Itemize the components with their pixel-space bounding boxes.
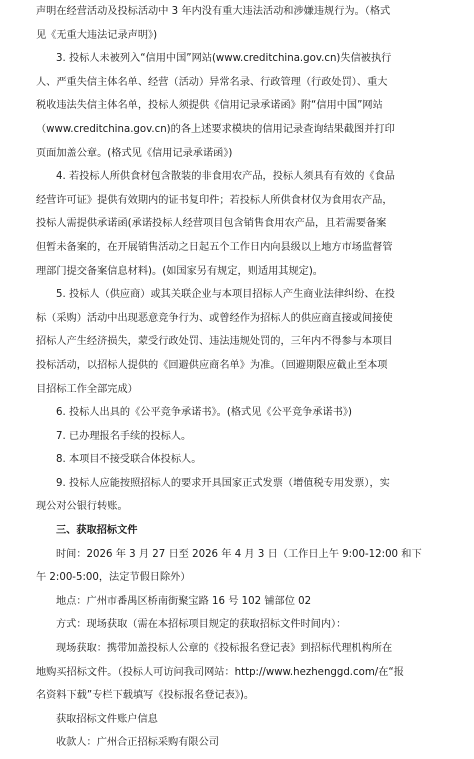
text-line: 人、严重失信主体名单、经营（活动）异常名录、行政管理（行政处罚）、重大 <box>36 76 388 88</box>
text-line: 8. 本项目不接受联合体投标人。 <box>56 454 202 466</box>
text-line: 税收违法失信主体名单，投标人须提供《信用记录承诺函》附“信用中国”网站 <box>36 100 383 112</box>
text-line: 3. 投标人未被列入“信用中国”网站(www.creditchina.gov.cn)失信被执行 <box>56 53 392 65</box>
text-line: 4. 若投标人所供食材包含散装的非食用农产品，投标人须具有有效的《食品 <box>56 171 395 183</box>
text-line: 投标活动，以招标人提供的《回避供应商名单》为准。（回避期限应截止至本项 <box>36 359 388 371</box>
text-line: 现公对公银行转账。 <box>36 501 128 513</box>
text-line: （www.creditchina.gov.cn)的各上述要求模块的信用记录查询结果截图并打印 <box>36 123 395 135</box>
text-line: 页面加盖公章。(格式见《信用记录承诺函》) <box>36 147 233 159</box>
text-line: 理部门提交备案信息材料)。(如国家另有规定，则适用其规定)。 <box>36 265 323 277</box>
text-line: 投标人需提供承诺函(承诺投标人经营项目包含销售食用农产品，且若需要备案 <box>36 218 387 230</box>
text-line: 方式：现场获取（需在本招标项目规定的获取招标文件时间内）： <box>56 619 347 631</box>
text-line: 名资料下载”专栏下载填写《投标报名登记表》)。 <box>36 690 255 702</box>
text-line: 目招标工作全部完成） <box>36 383 138 395</box>
text-line: 收款人：广州合正招标采购有限公司 <box>56 737 219 749</box>
text-line: 7. 已办理报名手续的投标人。 <box>56 430 192 442</box>
text-line: 见《无重大违法记录声明》) <box>36 29 158 41</box>
text-line: 但暂未备案的，在开展销售活动之日起五个工作日内向县级以上地方市场监督管 <box>36 241 393 253</box>
text-line: 声明在经营活动及投标活动中 3 年内没有重大违法活动和涉嫌违规行为。（格式 <box>36 6 391 17</box>
text-line: 5. 投标人（供应商）或其关联企业与本项目招标人产生商业法律纠纷、在投 <box>56 289 395 301</box>
text-line: 午 2:00-5:00，法定节假日除外） <box>36 572 191 584</box>
text-line: 招标人产生经济损失，蒙受行政处罚、违法违规处罚的，三年内不得参与本项目 <box>36 336 393 348</box>
text-line: 6. 投标人出具的《公平竞争承诺书》。(格式见《公平竞争承诺书》) <box>56 407 352 419</box>
text-line: 地购买招标文件。（投标人可访问我司网站：http://www.hezhenggd.com/在“报 <box>36 666 404 678</box>
text-line: 地点：广州市番禺区桥南街聚宝路 16 号 102 铺部位 02 <box>56 595 312 607</box>
text-line: 经营许可证》提供有效期内的证书复印件；若投标人所供食材仅为食用农产品， <box>36 194 393 206</box>
text-line: 9. 投标人应能按照招标人的要求开具国家正式发票（增值税专用发票），实 <box>56 477 390 489</box>
text-line: 标（采购）活动中出现恶意竞争行为、或曾经作为招标人的供应商直接或间接使 <box>36 312 393 324</box>
text-line: 时间：2026 年 3 月 27 日至 2026 年 4 月 3 日（工作日上午 9:00-12:00 和下 <box>56 548 422 560</box>
section-heading: 三、获取招标文件 <box>56 525 138 537</box>
text-line: 现场获取：携带加盖投标人公章的《投标报名登记表》到招标代理机构所在 <box>56 643 393 655</box>
text-line: 获取招标文件账户信息 <box>56 713 158 725</box>
